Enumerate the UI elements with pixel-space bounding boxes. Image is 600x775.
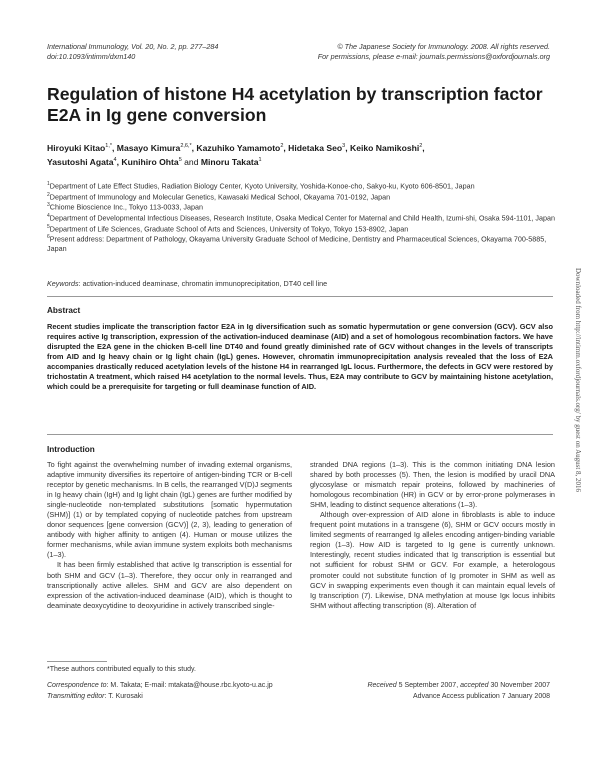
introduction-heading: Introduction: [47, 445, 95, 454]
abstract-heading: Abstract: [47, 306, 81, 315]
affiliation-item: $^1$Department of Late Effect Studies, Radiation Biology Center, Kyoto University, Yoshida-Konoe-cho, Sakyo-ku, Kyoto 606-8501, Japan: [47, 181, 475, 191]
journal-volume-line: International Immunology, Vol. 20, No. 2, pp. 277–284: [47, 42, 219, 51]
author: Yasutoshi Agata$^4$,: [47, 156, 122, 167]
paragraph: stranded DNA regions (1–3). This is the common initiating DNA lesion shared by both processes (5). Then, the lesion is modified by uracil DNA glycosylase or mismatch repair proteins, followed by machineries of homologous recombination (HR) in GCV or by error-prone polymerases in SHM, leading to distinct sequence alterations (1–3).: [310, 460, 555, 510]
affiliation-item: $^4$Department of Developmental Infectious Diseases, Research Institute, Osaka Medical Center for Maternal and Child Health, Izumi-shi, Osaka 594-1101, Japan: [47, 213, 556, 223]
journal-citation: [47, 42, 218, 61]
correspondence-text: : M. Takata; E-mail: mtakata@house.rbc.kyoto-u.ac.jp: [106, 682, 273, 689]
advance-access-date: Advance Access publication 7 January 2008: [413, 693, 550, 700]
author: Kazuhiko Yamamoto$^2$,: [196, 142, 289, 153]
correspondence-label: Correspondence to: [47, 682, 107, 689]
keywords-text: activation-induced deaminase, chromatin immunoprecipitation, DT40 cell line: [82, 279, 328, 288]
author: Masayo Kimura$^{2,6,*}$,: [116, 142, 197, 153]
keywords-label: Keywords: [47, 279, 79, 288]
paragraph: To fight against the overwhelming number of invading external organisms, adaptive immunity diversifies its repertoire of antigen-binding TCR or B-cell receptor by genetic mechanisms. In B cells, the rearranged V(D)J segments in Ig heavy chain (IgH) and Ig light chain (IgL) genes are further modified by single-nucleotide non-templated substitutions [somatic hypermutation (SHM)] (1) or by templated copying of nucleotide patches from upstream donor sequences [gene conversion (GCV)] (2, 3), leading to generation of antibody with higher affinity to antigen (4). Human or mouse utilizes the former mechanisms, while avian immune system exploits both mechanisms (1–3).: [47, 460, 292, 560]
author: Keiko Namikoshi$^2$,: [349, 142, 425, 153]
equal-contribution-note: *These authors contributed equally to this study.: [47, 666, 196, 673]
divider: [47, 296, 553, 297]
journal-doi[interactable]: doi:10.1093/intimm/dxm140: [47, 51, 136, 61]
permissions-line: For permissions, please e-mail: journals.permissions@oxfordjournals.org: [317, 51, 550, 61]
affiliation-list: [47, 180, 557, 253]
abstract-text: Recent studies implicate the transcription factor E2A in Ig diversification such as somatic hypermutation or gene conversion (GCV). GCV also requires active Ig transcription, expression of the activation-induced deaminase (AID) and a set of homologous recombination factors. We have disrupted the E2A gene in the chicken B-cell line DT40 and found greatly diminished rate of GCV without changes in the levels of transcripts from AID and Ig heavy chain or Ig light chain (IgL) genes. However, chromatin immunoprecipitation analysis revealed that the loss of E2A accompanies drastically reduced acetylation levels of the histone H4 in rearranged IgL locus. Furthermore, the defects in GCV were restored by trichostatin A treatment, which raised H4 acetylation to the normal levels. Thus, E2A may contribute to GCV by maintaining histone acetylation, which could be a prerequisite for targeting or full deaminase function of AID.: [47, 322, 553, 391]
correspondence-note: [47, 681, 273, 690]
divider: [47, 434, 553, 435]
article-title: Regulation of histone H4 acetylation by transcription factor E2A in Ig gene conversion: [47, 84, 543, 125]
paragraph: It has been firmly established that active Ig transcription is essential for both SHM and GCV (1–3). Therefore, they occur only in rearranged and transcriptionally active alleles. SHM and GCV are also dependent on expression of the activation-induced deaminase (AID), which is thought to deaminate deoxycytidine to deoxyuridine in actively transcribed single-: [47, 560, 292, 610]
author: Hidetaka Seo$^3$,: [288, 142, 350, 153]
author: Minoru Takata$^1$: [200, 156, 262, 167]
author: Kunihiro Ohta$^5$: [121, 156, 182, 167]
body-column-right: [310, 460, 555, 611]
affiliation-item: $^3$Chiome Bioscience Inc., Tokyo 113-0033, Japan: [47, 202, 203, 212]
received-accepted-dates: Received 5 September 2007, accepted 30 November 2007: [367, 682, 550, 689]
editor-label: Transmitting editor: [47, 693, 105, 700]
footnote-divider: [47, 661, 107, 662]
copyright-notice: [318, 42, 550, 61]
affiliation-item: $^2$Department of Immunology and Molecular Genetics, Kawasaki Medical School, Okayama 701-0192, Japan: [47, 191, 391, 202]
download-watermark: Downloaded from http://intimm.oxfordjournals.org/ by guest on August 8, 2016: [574, 268, 582, 493]
editor-note: [47, 692, 143, 701]
editor-text: : T. Kurosaki: [104, 693, 143, 700]
author-conjunction: and: [184, 156, 201, 167]
keywords: Keywords: activation-induced deaminase, chromatin immunoprecipitation, DT40 cell line: [47, 279, 328, 288]
copyright-line: © The Japanese Society for Immunology. 2008. All rights reserved.: [337, 42, 550, 51]
author-list: [47, 140, 567, 168]
affiliation-item: $^5$Department of Life Sciences, Graduate School of Arts and Sciences, University of Tokyo, Tokyo 153-8902, Japan: [47, 223, 409, 234]
paragraph: Although over-expression of AID alone in fibroblasts is able to induce frequent point mutations in a transgene (6), SHM or GCV occurs mostly in limited segments of rearranged Ig alleles encoding antigen-binding variable region (1–3). How AID is targeted to Ig gene is currently unknown. Interestingly, recent studies indicated that Ig transcription is essential but not sufficient for robust SHM or GCV. For example, a heterologous promoter could not substitute function of Ig promoter in SHM as well as GCV in swapping experiments even though it can maintain equal levels of Ig transcription (7). Likewise, DNA methylation at mouse Igκ locus inhibits SHM without affecting transcription (8). Alteration of: [310, 510, 555, 610]
author: Hiroyuki Kitao$^{1,*}$,: [47, 142, 117, 153]
body-column-left: [47, 460, 292, 611]
affiliation-item: $^6$Present address: Department of Pathology, Okayama University Graduate School of Medicine, Dentistry and Pharmaceutical Sciences, Okayama 700-5885, Japan: [47, 234, 547, 254]
